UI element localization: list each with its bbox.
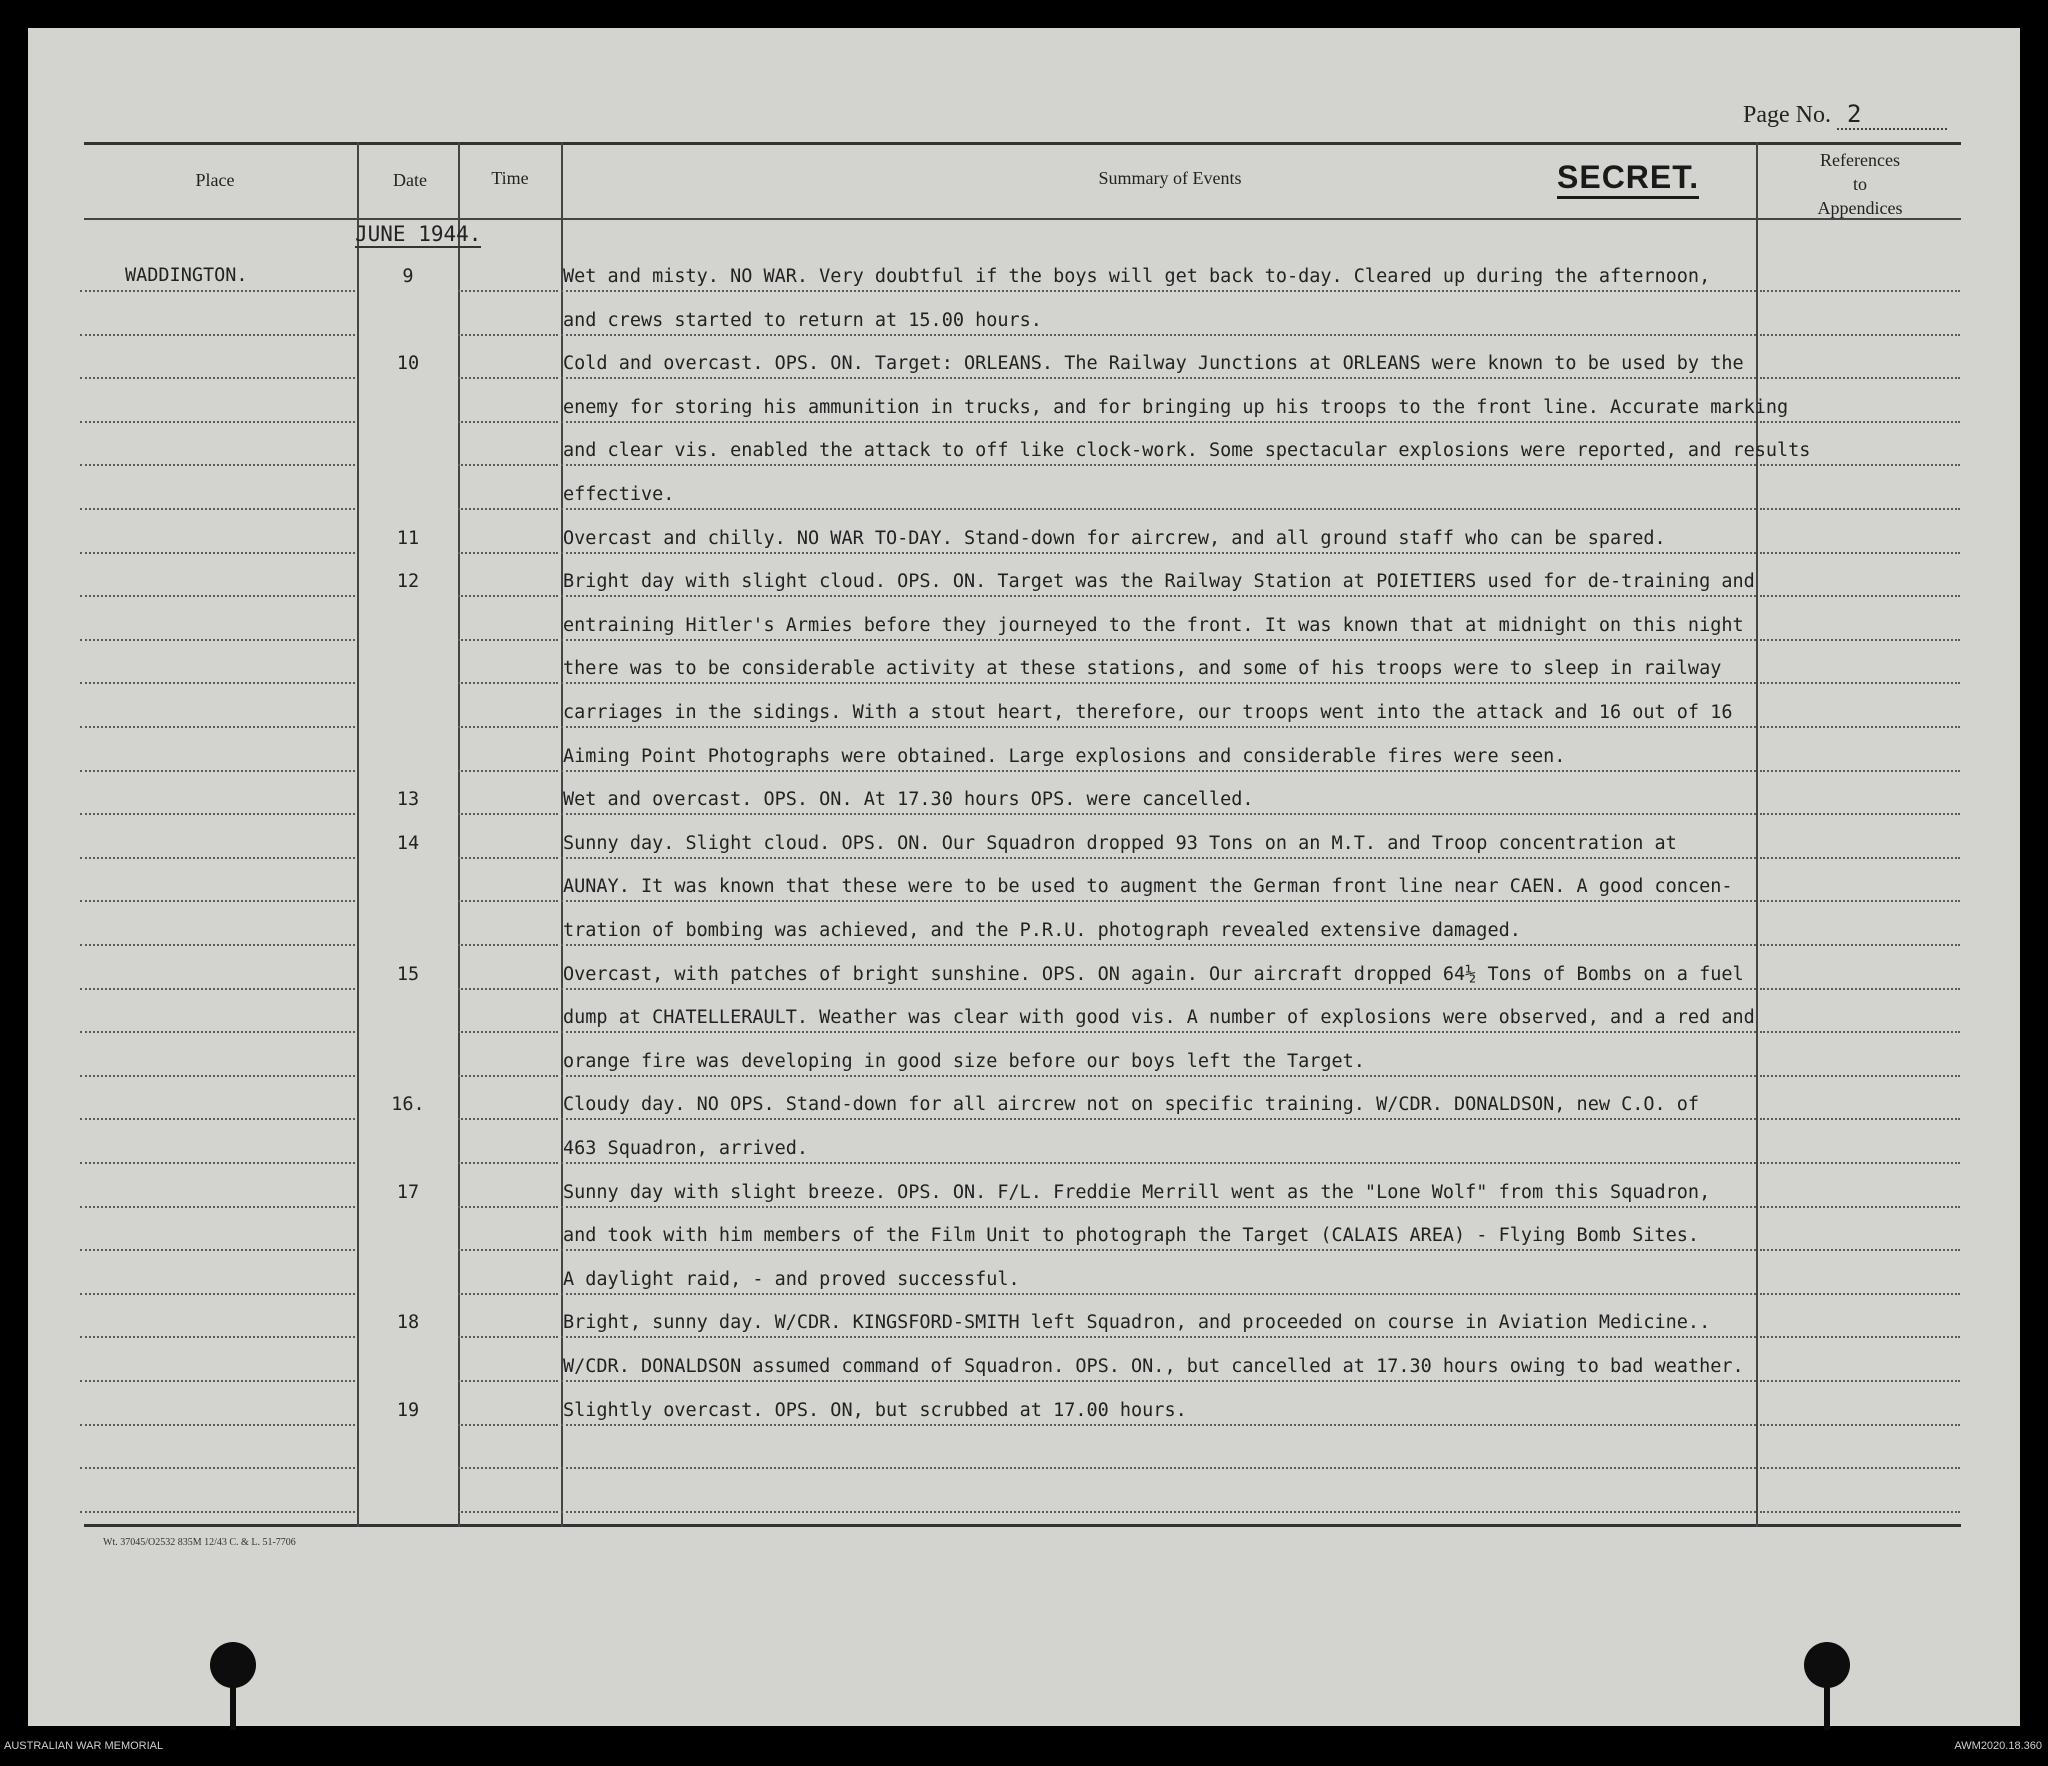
header-rule — [84, 218, 1961, 220]
ruled-line — [1760, 508, 1960, 510]
ruled-line — [1760, 1336, 1960, 1338]
entry-text-line: Wet and overcast. OPS. ON. At 17.30 hours OPS. were cancelled. — [563, 789, 1254, 810]
entry-text-line: and crews started to return at 15.00 hours. — [563, 310, 1042, 331]
entry-text-line: Overcast and chilly. NO WAR TO-DAY. Stand-down for aircrew, and all ground staff who can be spared. — [563, 528, 1666, 549]
ruled-line — [561, 944, 1756, 946]
entry-date: 17 — [396, 1182, 420, 1203]
ruled-line — [561, 290, 1756, 292]
entry-date: 14 — [396, 833, 420, 854]
ruled-line — [80, 1249, 355, 1251]
ruled-line — [458, 1336, 558, 1338]
ruled-line — [561, 857, 1756, 859]
ruled-line — [80, 1424, 355, 1426]
ruled-line — [458, 813, 558, 815]
entry-date: 12 — [396, 571, 420, 592]
ruled-line — [1760, 857, 1960, 859]
ruled-line — [458, 1162, 558, 1164]
ruled-line — [1760, 1206, 1960, 1208]
ruled-line — [80, 770, 355, 772]
ruled-line — [458, 1031, 558, 1033]
column-divider-date — [458, 142, 460, 1527]
secret-stamp: SECRET. — [1557, 158, 1699, 199]
header-references — [1760, 148, 1960, 220]
entry-date: 19 — [396, 1400, 420, 1421]
ruled-line — [1760, 377, 1960, 379]
ruled-line — [458, 770, 558, 772]
ruled-line — [561, 726, 1756, 728]
entry-text-line: carriages in the sidings. With a stout heart, therefore, our troops went into the attack and 16 out of 16 — [563, 702, 1733, 723]
ruled-line — [561, 1424, 1756, 1426]
ruled-line — [561, 1249, 1756, 1251]
entry-text-line: there was to be considerable activity at these stations, and some of his troops were to sleep in railway — [563, 658, 1722, 679]
ruled-line — [80, 900, 355, 902]
ruled-line — [458, 944, 558, 946]
page-number-label: Page No. — [1743, 102, 1831, 128]
ruled-line — [561, 1293, 1756, 1295]
ruled-line — [458, 857, 558, 859]
ruled-line — [561, 464, 1756, 466]
ruled-line — [1760, 770, 1960, 772]
ruled-line — [80, 1380, 355, 1382]
header-place: Place — [195, 170, 235, 190]
header-references-line1: References — [1820, 150, 1900, 170]
ruled-line — [80, 334, 355, 336]
ruled-line — [1760, 1118, 1960, 1120]
entry-text-line: enemy for storing his ammunition in trucks, and for bringing up his troops to the front line. Accurate marking — [563, 397, 1789, 418]
ruled-line — [1760, 1380, 1960, 1382]
ruled-line — [1760, 682, 1960, 684]
entry-text-line: Cold and overcast. OPS. ON. Target: ORLEANS. The Railway Junctions at ORLEANS were known to be used by the — [563, 353, 1744, 374]
ruled-line — [1760, 1467, 1960, 1469]
entry-text-line: A daylight raid, - and proved successful. — [563, 1269, 1020, 1290]
header-references-line2: to — [1852, 174, 1867, 194]
entry-text-line: entraining Hitler's Armies before they journeyed to the front. It was known that at midnight on this night — [563, 615, 1744, 636]
header-time: Time — [491, 168, 529, 188]
ruled-line — [458, 595, 558, 597]
ruled-line — [458, 639, 558, 641]
ruled-line — [458, 1075, 558, 1077]
ruled-line — [80, 1118, 355, 1120]
entry-text-line: Slightly overcast. OPS. ON, but scrubbed at 17.00 hours. — [563, 1400, 1187, 1421]
page-number-value: 2 — [1837, 100, 1947, 130]
ruled-line — [458, 421, 558, 423]
ruled-line — [458, 1118, 558, 1120]
ruled-line — [561, 1206, 1756, 1208]
ruled-line — [1760, 726, 1960, 728]
ruled-line — [80, 595, 355, 597]
binder-hole-right-stem — [1824, 1680, 1830, 1730]
ruled-line — [458, 726, 558, 728]
entry-text-line: Bright day with slight cloud. OPS. ON. Target was the Railway Station at POIETIERS used for de-training and — [563, 571, 1755, 592]
ruled-line — [561, 770, 1756, 772]
entry-text-line: effective. — [563, 484, 675, 505]
ruled-line — [458, 1206, 558, 1208]
entry-text-line: Overcast, with patches of bright sunshine. OPS. ON again. Our aircraft dropped 64½ Tons of Bombs on a fuel — [563, 964, 1744, 985]
ruled-line — [80, 1075, 355, 1077]
ruled-line — [561, 639, 1756, 641]
ruled-line — [561, 1118, 1756, 1120]
ruled-line — [80, 1206, 355, 1208]
ruled-line — [561, 813, 1756, 815]
ruled-line — [1760, 1162, 1960, 1164]
ruled-line — [458, 290, 558, 292]
entry-text-line: AUNAY. It was known that these were to be used to augment the German front line near CAEN. A good concen- — [563, 876, 1733, 897]
ruled-line — [80, 682, 355, 684]
ruled-line — [1760, 900, 1960, 902]
column-divider-summary — [1756, 142, 1758, 1527]
ruled-line — [561, 421, 1756, 423]
ruled-line — [80, 1511, 355, 1513]
entry-date: 16. — [391, 1094, 425, 1115]
ruled-line — [458, 900, 558, 902]
entry-text-line: Wet and misty. NO WAR. Very doubtful if the boys will get back to-day. Cleared up during the afternoon, — [563, 266, 1711, 287]
ruled-line — [458, 1293, 558, 1295]
entry-date: 18 — [396, 1312, 420, 1333]
ruled-line — [1760, 552, 1960, 554]
ruled-line — [458, 508, 558, 510]
ruled-line — [1760, 1293, 1960, 1295]
archive-id: AWM2020.18.360 — [1954, 1740, 2042, 1752]
ruled-line — [80, 1293, 355, 1295]
ruled-line — [561, 1380, 1756, 1382]
ruled-line — [458, 988, 558, 990]
entry-date: 15 — [396, 964, 420, 985]
ruled-line — [80, 813, 355, 815]
entry-text-line: Sunny day with slight breeze. OPS. ON. F/L. Freddie Merrill went as the "Lone Wolf" from this Squadron, — [563, 1182, 1711, 1203]
ruled-line — [80, 944, 355, 946]
ruled-line — [561, 1467, 1756, 1469]
entry-text-line: 463 Squadron, arrived. — [563, 1138, 809, 1159]
ruled-line — [561, 1162, 1756, 1164]
ruled-line — [561, 377, 1756, 379]
entry-text-line: orange fire was developing in good size before our boys left the Target. — [563, 1051, 1365, 1072]
ruled-line — [1760, 813, 1960, 815]
form-print-code: Wt. 37045/O2532 835M 12/43 C. & L. 51-7706 — [103, 1537, 296, 1548]
ruled-line — [80, 421, 355, 423]
ruled-line — [561, 1031, 1756, 1033]
ruled-line — [561, 682, 1756, 684]
ruled-line — [458, 682, 558, 684]
ruled-line — [458, 464, 558, 466]
ruled-line — [458, 1511, 558, 1513]
month-heading: JUNE 1944. — [355, 222, 482, 246]
ruled-line — [80, 988, 355, 990]
ruled-line — [458, 334, 558, 336]
ruled-line — [1760, 988, 1960, 990]
ruled-line — [1760, 639, 1960, 641]
header-date: Date — [393, 170, 427, 190]
ruled-line — [1760, 595, 1960, 597]
ruled-line — [458, 552, 558, 554]
ruled-line — [561, 1336, 1756, 1338]
header-summary: Summary of Events — [1098, 168, 1242, 188]
ruled-line — [80, 377, 355, 379]
ruled-line — [1760, 334, 1960, 336]
ruled-line — [1760, 464, 1960, 466]
ruled-line — [1760, 1424, 1960, 1426]
ruled-line — [561, 900, 1756, 902]
entry-date: 13 — [396, 789, 420, 810]
ruled-line — [561, 508, 1756, 510]
ruled-line — [80, 1162, 355, 1164]
ruled-line — [80, 1031, 355, 1033]
header-references-line3: Appendices — [1817, 198, 1903, 218]
entry-text-line: Bright, sunny day. W/CDR. KINGSFORD-SMITH left Squadron, and proceeded on course in Aviation Medicine.. — [563, 1312, 1711, 1333]
ruled-line — [458, 1249, 558, 1251]
ruled-line — [561, 595, 1756, 597]
ruled-line — [458, 1467, 558, 1469]
page-number — [1743, 100, 1947, 130]
entry-text-line: tration of bombing was achieved, and the P.R.U. photograph revealed extensive damaged. — [563, 920, 1521, 941]
ruled-line — [80, 508, 355, 510]
entry-date: 11 — [396, 528, 420, 549]
ruled-line — [1760, 1511, 1960, 1513]
entry-text-line: dump at CHATELLERAULT. Weather was clear with good vis. A number of explosions were observed, and a red and — [563, 1007, 1755, 1028]
ruled-line — [80, 290, 355, 292]
entry-text-line: Sunny day. Slight cloud. OPS. ON. Our Squadron dropped 93 Tons on an M.T. and Troop concentration at — [563, 833, 1677, 854]
entry-text-line: Aiming Point Photographs were obtained. Large explosions and considerable fires were seen. — [563, 746, 1566, 767]
place-name: WADDINGTON. — [125, 265, 248, 286]
entry-date: 10 — [396, 353, 420, 374]
ruled-line — [1760, 944, 1960, 946]
ruled-line — [80, 552, 355, 554]
ruled-line — [561, 552, 1756, 554]
entry-text-line: and clear vis. enabled the attack to off like clock-work. Some spectacular explosions were reported, and results — [563, 440, 1811, 461]
ruled-line — [561, 334, 1756, 336]
archive-credit: AUSTRALIAN WAR MEMORIAL — [4, 1740, 164, 1752]
ruled-line — [458, 1424, 558, 1426]
ruled-line — [458, 377, 558, 379]
ruled-line — [80, 857, 355, 859]
ruled-line — [1760, 421, 1960, 423]
entry-text-line: Cloudy day. NO OPS. Stand-down for all aircrew not on specific training. W/CDR. DONALDSON, new C.O. of — [563, 1094, 1700, 1115]
ruled-line — [561, 1075, 1756, 1077]
binder-hole-left-stem — [230, 1680, 236, 1730]
ruled-line — [80, 1467, 355, 1469]
ruled-line — [561, 988, 1756, 990]
ruled-line — [80, 726, 355, 728]
ruled-line — [561, 1511, 1756, 1513]
ruled-line — [80, 464, 355, 466]
ruled-line — [458, 1380, 558, 1382]
ruled-line — [1760, 1031, 1960, 1033]
entry-date: 9 — [402, 266, 414, 287]
ruled-line — [80, 639, 355, 641]
ruled-line — [1760, 1249, 1960, 1251]
entry-text-line: W/CDR. DONALDSON assumed command of Squadron. OPS. ON., but cancelled at 17.30 hours owing to bad weather. — [563, 1356, 1744, 1377]
ruled-line — [1760, 290, 1960, 292]
entry-text-line: and took with him members of the Film Unit to photograph the Target (CALAIS AREA) - Flying Bomb Sites. — [563, 1225, 1700, 1246]
ruled-line — [80, 1336, 355, 1338]
ruled-line — [1760, 1075, 1960, 1077]
